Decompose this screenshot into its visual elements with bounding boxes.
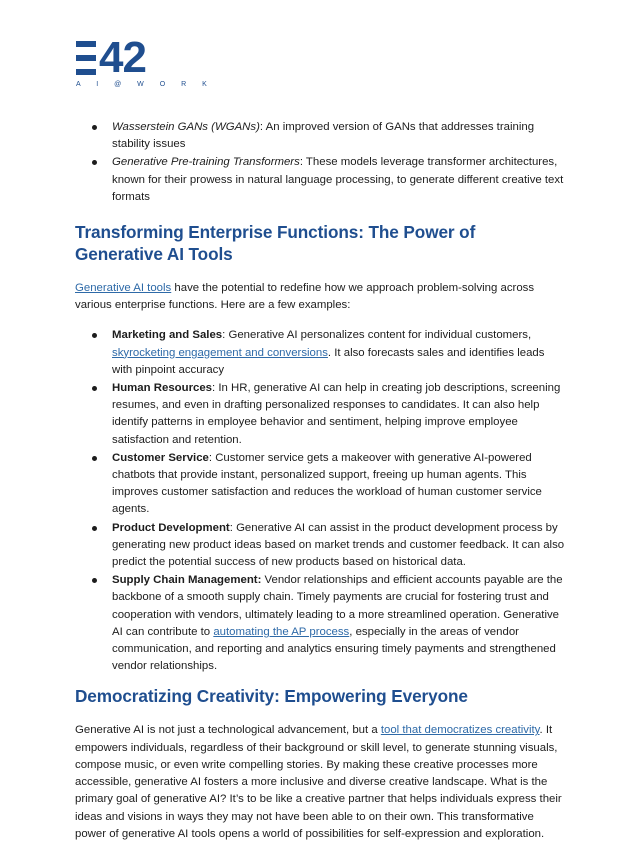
list-item <box>75 154 565 206</box>
list-item <box>75 119 565 153</box>
e42-logo[interactable] <box>76 33 214 88</box>
bullet-icon <box>92 333 97 338</box>
list-item-text: : An improved version of GANs that addresses training stability issues <box>112 121 535 151</box>
list-item-text: , especially in the areas of vendor communication, and reporting and analytics ensuring timely payments and strengthened vendor relationships. <box>112 625 556 673</box>
bullet-icon <box>92 160 97 165</box>
list-item-term: Product Development <box>112 521 230 534</box>
list-item-term: Customer Service <box>112 451 209 464</box>
list-item-term: Marketing and Sales <box>112 329 223 342</box>
generative-ai-tools-link[interactable]: Generative AI tools <box>75 282 172 295</box>
list-item-marketing <box>75 327 565 379</box>
list-item-text: : Generative AI can assist in the product development process by generating new product ideas based on market trends and customer feedback. It can also predict the potential success of new products based on historical data. <box>112 521 565 569</box>
logo-tagline: A I @ W O R K <box>76 81 214 88</box>
logo-number: 42 <box>99 33 146 82</box>
paragraph-text: . It empowers individuals, regardless of their background or skill level, to generate stunning visuals, compose music, or even write compelling stories. By making these creative processes more accessible, generative AI fosters a more inclusive and diverse creative landscape. What is the primary goal of generative AI? It’s to be like a creative partner that helps individuals express their ideas and visions in ways they may not have been able to on their own. This transformative power of generative AI tools opens a world of possibilities for self-expression and exploration. <box>75 724 562 840</box>
bullet-icon <box>92 526 97 531</box>
bullet-icon <box>92 125 97 130</box>
list-item-text: : Generative AI personalizes content for individual customers, <box>222 329 532 342</box>
intro-text: have the potential to redefine how we approach problem-solving across various enterprise functions. Here are a few examples: <box>75 282 535 312</box>
list-item-supply-chain <box>75 572 565 675</box>
list-item-text: : These models leverage transformer architectures, known for their prowess in natural language processing, to generate different creative text formats <box>112 156 564 203</box>
paragraph-text: Generative AI is not just a technological advancement, but a <box>75 724 381 737</box>
list-item-product-development <box>75 520 565 572</box>
skyrocketing-engagement-link[interactable]: skyrocketing engagement and conversions <box>112 346 328 359</box>
automating-ap-process-link[interactable]: automating the AP process <box>213 625 350 638</box>
section-heading-creativity: Democratizing Creativity: Empowering Everyone <box>75 686 468 707</box>
section-intro <box>75 280 565 314</box>
list-item-text: : Customer service gets a makeover with generative AI-powered chatbots that provide instant, personalized support, freeing up human agents. This improves customer satisfaction and reduces the workload of human customer service agents. <box>112 451 542 516</box>
list-item-term: Generative Pre-training Transformers <box>112 156 300 169</box>
list-item-customer-service <box>75 450 565 519</box>
list-item-term: Supply Chain Management: <box>112 574 262 587</box>
list-item-term: Wasserstein GANs (WGANs) <box>112 121 260 133</box>
bullet-icon <box>92 386 97 391</box>
list-item-text: : In HR, generative AI can help in creating job descriptions, screening resumes, and even in drafting personalized responses to candidates. It can also help identify patterns in employee behavior and sentiment, helping improve employee satisfaction and retention. <box>112 382 561 446</box>
list-item-hr <box>75 380 565 449</box>
bullet-icon <box>92 456 97 461</box>
bullet-icon <box>92 578 97 583</box>
creativity-paragraph <box>75 722 565 842</box>
logo-e-bars-icon <box>76 41 96 75</box>
article-body <box>75 119 565 843</box>
list-item-text: . It also forecasts sales and identifies leads with pinpoint accuracy <box>112 346 545 376</box>
enterprise-functions-list <box>75 327 565 675</box>
list-item-term: Human Resources <box>112 382 213 395</box>
logo-mark <box>76 33 214 82</box>
section-heading-enterprise: Transforming Enterprise Functions: The Power of Generative AI Tools <box>75 222 476 265</box>
gan-types-list <box>75 119 565 206</box>
list-item-text: Vendor relationships and efficient accounts payable are the backbone of a smooth supply chain. Timely payments are crucial for fostering trust and cooperation with vendors, ultimately leading to a more streamlined operation. Generative AI can contribute to <box>112 574 563 638</box>
democratizes-creativity-link[interactable]: tool that democratizes creativity <box>380 724 540 737</box>
